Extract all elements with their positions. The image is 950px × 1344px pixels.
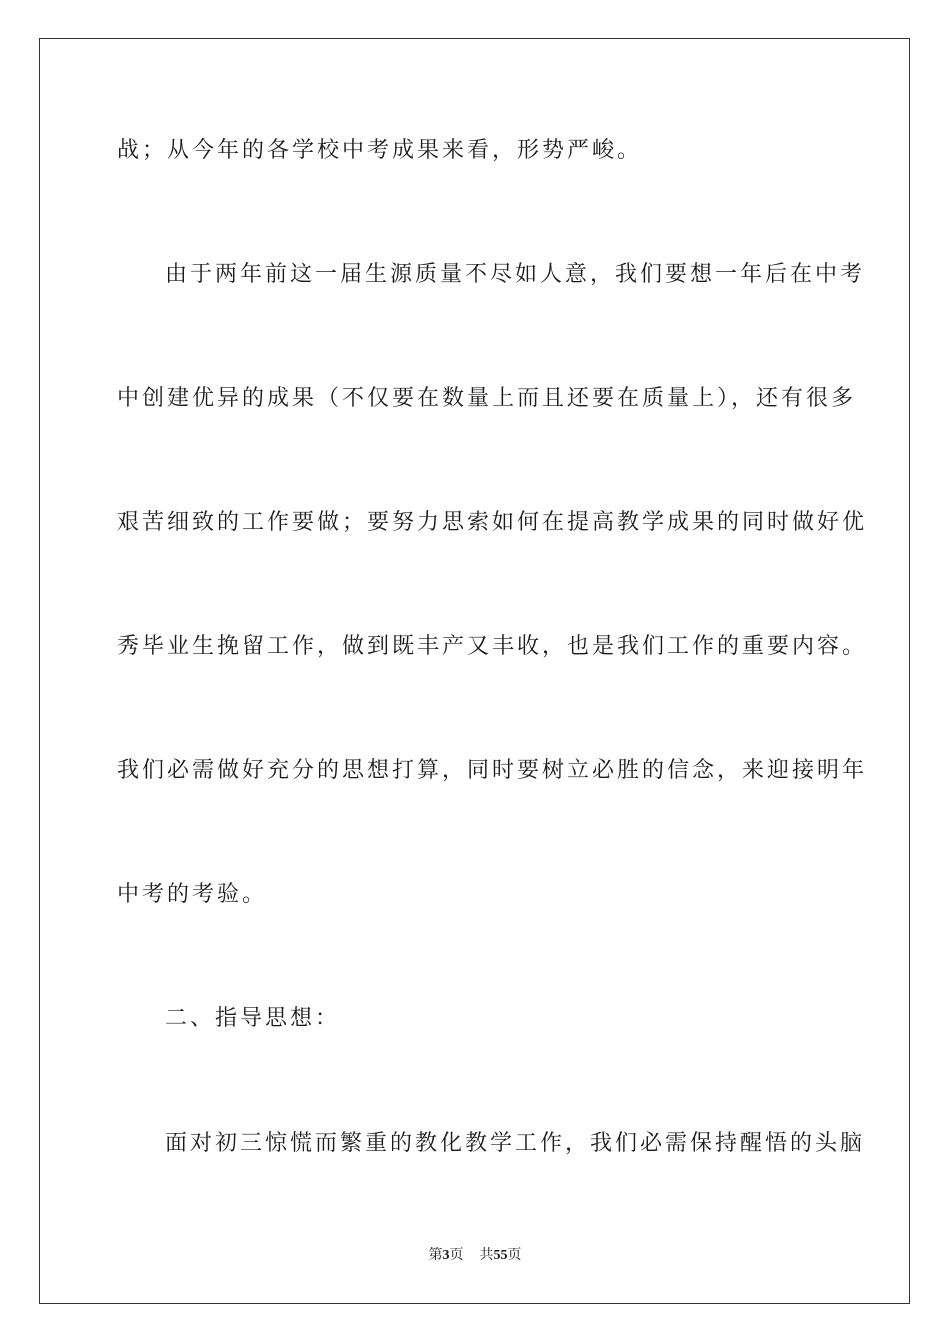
total-suffix: 页: [507, 1247, 522, 1263]
section-heading: 二、指导思想：: [165, 1006, 341, 1031]
page-prefix: 第: [428, 1247, 443, 1263]
page-number: 3: [442, 1248, 450, 1263]
text-line-2: 由于两年前这一届生源质量不尽如人意，我们要想一年后在中考: [165, 262, 866, 287]
text-line-1: 战；从今年的各学校中考成果来看，形势严峻。: [117, 138, 643, 163]
page-suffix: 页: [449, 1247, 464, 1263]
page-border: [39, 38, 910, 1304]
page-footer: [0, 1246, 950, 1265]
total-pages: 55: [493, 1248, 508, 1263]
text-line-9: 面对初三惊慌而繁重的教化教学工作，我们必需保持醒悟的头脑: [165, 1131, 866, 1156]
total-prefix: 共: [479, 1247, 494, 1263]
text-line-5: 秀毕业生挽留工作，做到既丰产又丰收，也是我们工作的重要内容。: [117, 634, 868, 659]
text-line-3: 中创建优异的成果（不仅要在数量上而且还要在质量上），还有很多: [117, 386, 857, 411]
text-line-7: 中考的考验。: [117, 882, 268, 907]
text-line-4: 艰苦细致的工作要做；要努力思索如何在提高教学成果的同时做好优: [117, 510, 868, 535]
text-line-6: 我们必需做好充分的思想打算，同时要树立必胜的信念，来迎接明年: [117, 758, 868, 783]
